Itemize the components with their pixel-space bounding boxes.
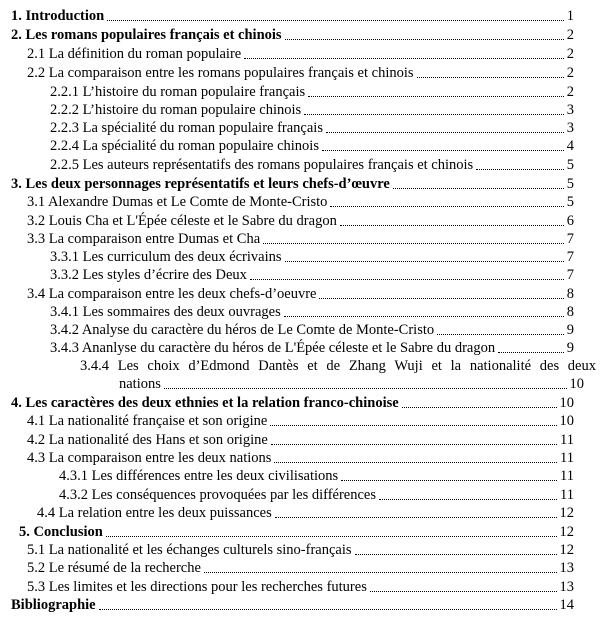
toc-title: 5.3 Les limites et les directions pour les recherches futures [27,579,367,595]
toc-entry[interactable] [0,540,604,559]
dot-leader [326,132,564,133]
toc-page-number: 11 [560,450,574,466]
toc-entry[interactable] [0,393,604,412]
toc-entry[interactable] [0,485,604,504]
toc-title: 3.4.2 Analyse du caractère du héros de Le Comte de Monte-Cristo [50,322,435,338]
toc-entry[interactable] [0,356,604,394]
toc-entry[interactable] [0,25,604,44]
toc-page-number: 10 [559,413,574,429]
toc-title: 2.2.3 La spécialité du roman populaire français [50,120,323,136]
toc-page-number: 11 [560,468,574,484]
dot-leader [393,188,564,189]
dot-leader [402,407,557,408]
dot-leader [164,388,567,389]
dot-leader [379,499,557,500]
toc-page-number: 11 [560,432,574,448]
toc-page-number: 2 [566,65,574,81]
toc-title: 4.1 La nationalité française et son origine [27,413,268,429]
toc-page-number: 3 [566,102,574,118]
toc-entry[interactable] [0,44,604,63]
toc-entry[interactable] [0,466,604,485]
toc-page-number: 12 [559,524,574,540]
toc-entry[interactable] [0,192,604,211]
toc-entry[interactable] [0,211,604,230]
toc-page-number: 2 [566,27,574,43]
toc-entry[interactable] [0,265,604,284]
toc-page-number: 7 [566,267,574,283]
toc-title: 5.2 Le résumé de la recherche [27,560,201,576]
toc-title: 4.2 La nationalité des Hans et son origine [27,432,268,448]
toc-page-number: 5 [566,176,574,192]
toc-entry[interactable] [0,118,604,137]
dot-leader [270,425,556,426]
dot-leader [99,609,557,610]
toc-page-number: 4 [566,138,574,154]
toc-title: 4.3.1 Les différences entre les deux civilisations [59,468,339,484]
toc-entry[interactable] [0,558,604,577]
toc-title: 2.2.1 L’histoire du roman populaire français [50,84,306,100]
dot-leader [271,444,557,445]
dot-leader [341,480,557,481]
toc-title: 5.1 La nationalité et les échanges culturels sino-français [27,542,352,558]
toc-page-number: 13 [559,579,574,595]
toc-entry[interactable] [0,136,604,155]
toc-page-number: 5 [566,157,574,173]
toc-entry[interactable] [0,448,604,467]
dot-leader [476,169,564,170]
toc-title: 5. Conclusion [19,524,103,540]
toc-title: 1. Introduction [11,8,105,24]
toc-page-number: 5 [566,194,574,210]
toc-entry[interactable] [0,63,604,82]
dot-leader [308,96,564,97]
toc-title: 4.3.2 Les conséquences provoquées par les différences [59,487,377,503]
toc-page-number: 14 [559,597,574,613]
toc-title: 3.3 La comparaison entre Dumas et Cha [27,231,261,247]
toc-entry[interactable] [0,100,604,119]
toc-entry[interactable] [0,82,604,101]
dot-leader [498,352,564,353]
dot-leader [284,316,564,317]
toc-page-number: 1 [566,8,574,24]
dot-leader [204,572,557,573]
dot-leader [340,225,564,226]
toc-page-number: 3 [566,120,574,136]
toc-entry[interactable] [0,595,604,614]
toc-title: 3.4 La comparaison entre les deux chefs-d’oeuvre [27,286,317,302]
dot-leader [106,536,557,537]
dot-leader [275,517,557,518]
dot-leader [263,243,564,244]
toc-page-number: 8 [566,286,574,302]
dot-leader [322,150,564,151]
toc-entry[interactable] [0,302,604,321]
toc-title: Bibliographie [11,597,96,613]
toc-title: 4.4 La relation entre les deux puissances [37,505,272,521]
toc-entry[interactable] [0,577,604,596]
toc-page-number: 7 [566,249,574,265]
dot-leader [304,114,564,115]
toc-entry[interactable] [0,320,604,339]
toc-page-number: 9 [566,340,574,356]
toc-page-number: 12 [559,505,574,521]
toc-page-number: 6 [566,213,574,229]
toc-entry[interactable] [0,522,604,541]
dot-leader [370,591,557,592]
toc-title: 2.2.2 L’histoire du roman populaire chinois [50,102,302,118]
toc-page-number: 10 [569,376,584,392]
toc-title: 2.2.5 Les auteurs représentatifs des romans populaires français et chinois [50,157,474,173]
toc-page-number: 12 [559,542,574,558]
toc-entry[interactable] [0,229,604,248]
dot-leader [417,77,564,78]
dot-leader [244,58,564,59]
toc-entry[interactable] [0,338,604,357]
toc-entry[interactable] [0,6,604,25]
toc-title: 3.4.1 Les sommaires des deux ouvrages [50,304,281,320]
toc-page-number: 9 [566,322,574,338]
toc-title: 3.1 Alexandre Dumas et Le Comte de Monte-Cristo [27,194,328,210]
toc-title-continuation: nations [119,376,161,392]
toc-entry[interactable] [0,247,604,266]
toc-title: 3.4.4 Les choix d’Edmond Dantès et de Zhang Wuji et la nationalité des deux [80,358,596,374]
toc-entry[interactable] [0,503,604,522]
dot-leader [274,462,557,463]
toc-page-number: 11 [560,487,574,503]
toc-entry[interactable] [0,174,604,193]
toc-entry[interactable] [0,284,604,303]
toc-entry[interactable] [0,430,604,449]
toc-title: 3.2 Louis Cha et L'Épée céleste et le Sabre du dragon [27,213,337,229]
toc-page-number: 7 [566,231,574,247]
toc-title: 2.1 La définition du roman populaire [27,46,242,62]
dot-leader [250,279,564,280]
toc-page-number: 8 [566,304,574,320]
dot-leader [437,334,564,335]
dot-leader [319,298,563,299]
toc-title: 3.3.2 Les styles d’écrire des Deux [50,267,247,283]
toc-page-number: 2 [566,46,574,62]
toc-title: 3.3.1 Les curriculum des deux écrivains [50,249,282,265]
toc-page-number: 2 [566,84,574,100]
toc-title: 2. Les romans populaires français et chinois [11,27,282,43]
toc-title: 2.2.4 La spécialité du roman populaire chinois [50,138,319,154]
toc-title: 4.3 La comparaison entre les deux nations [27,450,272,466]
dot-leader [355,554,557,555]
toc-title: 3. Les deux personnages représentatifs et leurs chefs-d’œuvre [11,176,390,192]
dot-leader [285,39,564,40]
toc-entry[interactable] [0,155,604,174]
dot-leader [285,261,564,262]
toc-page-number: 10 [559,395,574,411]
toc-title: 3.4.3 Ananlyse du caractère du héros de L'Épée céleste et le Sabre du dragon [50,340,496,356]
toc-title: 2.2 La comparaison entre les romans populaires français et chinois [27,65,414,81]
toc-entry[interactable] [0,411,604,430]
toc-title: 4. Les caractères des deux ethnies et la relation franco-chinoise [11,395,399,411]
dot-leader [330,206,563,207]
dot-leader [107,20,564,21]
toc-page-number: 13 [559,560,574,576]
